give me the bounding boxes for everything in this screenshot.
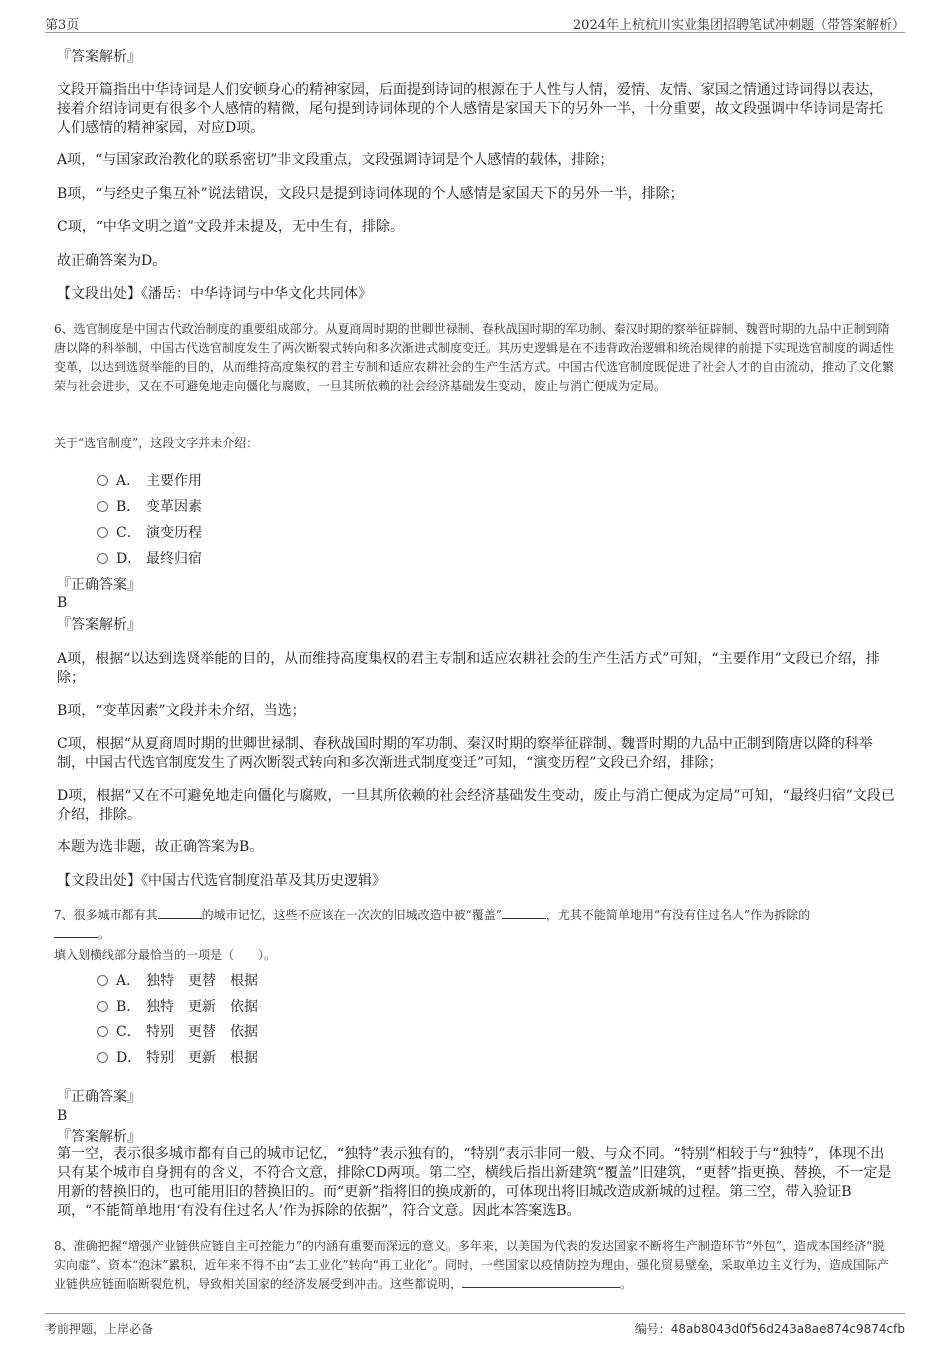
blank-3 bbox=[54, 925, 98, 938]
q7-analysis-label: 『答案解析』 bbox=[57, 1129, 141, 1145]
blank-2 bbox=[502, 906, 546, 919]
q7-option-a[interactable]: A． 独特 更替 根据 bbox=[97, 970, 272, 990]
q7-stem: 7、很多城市都有其 的城市记忆，这些不应该在一次次的旧城改造中被“覆盖” ，尤其不能简单地用“有没有住过名人”作为拆除的 。 bbox=[54, 908, 811, 941]
page-header bbox=[45, 12, 905, 33]
radio-icon[interactable] bbox=[97, 527, 108, 538]
q6-option-b[interactable]: B． 变革因素 bbox=[97, 496, 202, 516]
q5-conclusion: 故正确答案为D。 bbox=[57, 253, 167, 269]
q5-analysis-b: B项，“与经史子集互补”说法错误，文段只是提到诗词体现的个人感情是家国天下的另外一半，排除； bbox=[57, 186, 684, 202]
q6-analysis-a: A项，根据“以达到选贤举能的目的，从而维持高度集权的君主专制和适应农耕社会的生产生活方式”可知，“主要作用”文段已介绍，排除； bbox=[57, 651, 880, 686]
q6-source: 【文段出处】《中国古代选官制度沿革及其历史逻辑》 bbox=[57, 873, 386, 889]
q7-option-c[interactable]: C． 特别 更替 依据 bbox=[97, 1021, 272, 1041]
radio-icon[interactable] bbox=[97, 553, 108, 564]
q6-option-d[interactable]: D． 最终归宿 bbox=[97, 548, 202, 568]
q6-option-a[interactable]: A． 主要作用 bbox=[97, 470, 202, 490]
q6-correct-label: 『正确答案』 bbox=[57, 577, 141, 593]
q7-option-d[interactable]: D． 特别 更新 根据 bbox=[97, 1047, 272, 1067]
q5-source: 【文段出处】《潘岳：中华诗词与中华文化共同体》 bbox=[57, 286, 372, 302]
page-number: 第3页 bbox=[45, 18, 80, 33]
q5-analysis-para: 文段开篇指出中华诗词是人们安顿身心的精神家园，后面提到诗词的根源在于人性与人情，爱情、友情、家国之情通过诗词得以表达，接着介绍诗词更有很多个人感情的精微，尾句提到诗词体现的个人感情是家国天下的另外一半，十分重要，故文段强调中华诗词是寄托人们感情的精神家园，对应D项。 bbox=[57, 82, 883, 136]
q7-correct-answer: B bbox=[57, 1108, 68, 1124]
radio-icon[interactable] bbox=[97, 975, 108, 986]
radio-icon[interactable] bbox=[97, 1052, 108, 1063]
page-footer bbox=[45, 1313, 905, 1336]
q6-option-c[interactable]: C． 演变历程 bbox=[97, 522, 202, 542]
q6-analysis-d: D项，根据“又在不可避免地走向僵化与腐败，一旦其所依赖的社会经济基础发生变动，废止与消亡便成为定局”可知，“最终归宿”文段已介绍，排除。 bbox=[57, 788, 895, 823]
q6-conclusion: 本题为选非题，故正确答案为B。 bbox=[57, 839, 264, 855]
q6-correct-answer: B bbox=[57, 595, 68, 611]
q7-question: 填入划横线部分最恰当的一项是（ ）。 bbox=[54, 948, 277, 962]
q7-analysis: 第一空，表示很多城市都有自己的城市记忆，“独特”表示独有的，“特别”表示非同一般、与众不同。“特别”相较于与“独特”，体现不出只有某个城市自身拥有的含义，不符合文意，排除CD两项。第二空，横线后指出新建筑“覆盖”旧建筑，“更替”指更换、替换，不一定是用新的替换旧的，也可能用旧的替换旧的。而“更新”指将旧的换成新的，可体现出将旧城改造成新城的过程。第三空，带入验证B项，“不能简单地用‘有没有住过名人’作为拆除的依据”，符合文意。因此本答案选B。 bbox=[57, 1146, 892, 1219]
footer-slogan: 考前押题，上岸必备 bbox=[45, 1322, 154, 1336]
document-code: 编号：48ab8043d0f56d243a8ae874c9874cfb bbox=[634, 1322, 905, 1336]
radio-icon[interactable] bbox=[97, 501, 108, 512]
q7-option-b[interactable]: B． 独特 更新 依据 bbox=[97, 996, 272, 1016]
q6-analysis-c: C项，根据“从夏商周时期的世卿世禄制、春秋战国时期的军功制、秦汉时期的察举征辟制、魏晋时期的九品中正制到隋唐以降的科举制，中国古代选官制度发生了两次断裂式转向和多次渐进式制度变迁”可知，“演变历程”文段已介绍，排除； bbox=[57, 736, 873, 771]
q6-stem: 6、选官制度是中国古代政治制度的重要组成部分。从夏商周时期的世卿世禄制、春秋战国时期的军功制、秦汉时期的察举征辟制、魏晋时期的九品中正制到隋唐以降的科举制，中国古代选官制度发生了两次断裂式转向和多次渐进式制度变迁。其历史逻辑是在不违背政治逻辑和统治规律的前提下实现选官制度的调适性变革，以达到选贤举能的目的，从而维持高度集权的君主专制和适应农耕社会的生产生活方式。中国古代选官制度既促进了社会人才的自由流动，推动了文化繁荣与社会进步，又在不可避免地走向僵化与腐败，一旦其所依赖的社会经济基础发生变动，废止与消亡便成为定局。 bbox=[54, 322, 895, 393]
q5-analysis-c: C项，“中华文明之道”文段并未提及，无中生有，排除。 bbox=[57, 219, 405, 235]
radio-icon[interactable] bbox=[97, 1026, 108, 1037]
radio-icon[interactable] bbox=[97, 1001, 108, 1012]
q7-correct-label: 『正确答案』 bbox=[57, 1089, 141, 1105]
blank-answer bbox=[462, 1275, 620, 1288]
q6-analysis-b: B项，“变革因素”文段并未介绍，当选； bbox=[57, 703, 306, 719]
q5-analysis-label: 『答案解析』 bbox=[57, 49, 141, 65]
q6-question: 关于“选官制度”，这段文字并未介绍： bbox=[54, 436, 259, 450]
document-title: 2024年上杭杭川实业集团招聘笔试冲刺题（带答案解析） bbox=[572, 18, 905, 33]
q5-analysis-a: A项，“与国家政治教化的联系密切”非文段重点，文段强调诗词是个人感情的载体，排除； bbox=[57, 152, 614, 168]
q8-stem: 8、准确把握“增强产业链供应链自主可控能力”的内涵有重要而深远的意义。多年来，以美国为代表的发达国家不断将生产制造环节“外包”，造成本国经济“脱实向虚”、资本“泡沫”累积，近年来不得不由“去工业化”转向“再工业化”。同时，一些国家以疫情防控为理由，强化贸易壁垒，采取单边主义行为，造成国际产业链供应链面临断裂危机，导致相关国家的经济发展受到冲击。这些都说明， 。 bbox=[54, 1239, 889, 1291]
radio-icon[interactable] bbox=[97, 475, 108, 486]
q6-analysis-label: 『答案解析』 bbox=[57, 617, 141, 633]
blank-1 bbox=[158, 906, 202, 919]
